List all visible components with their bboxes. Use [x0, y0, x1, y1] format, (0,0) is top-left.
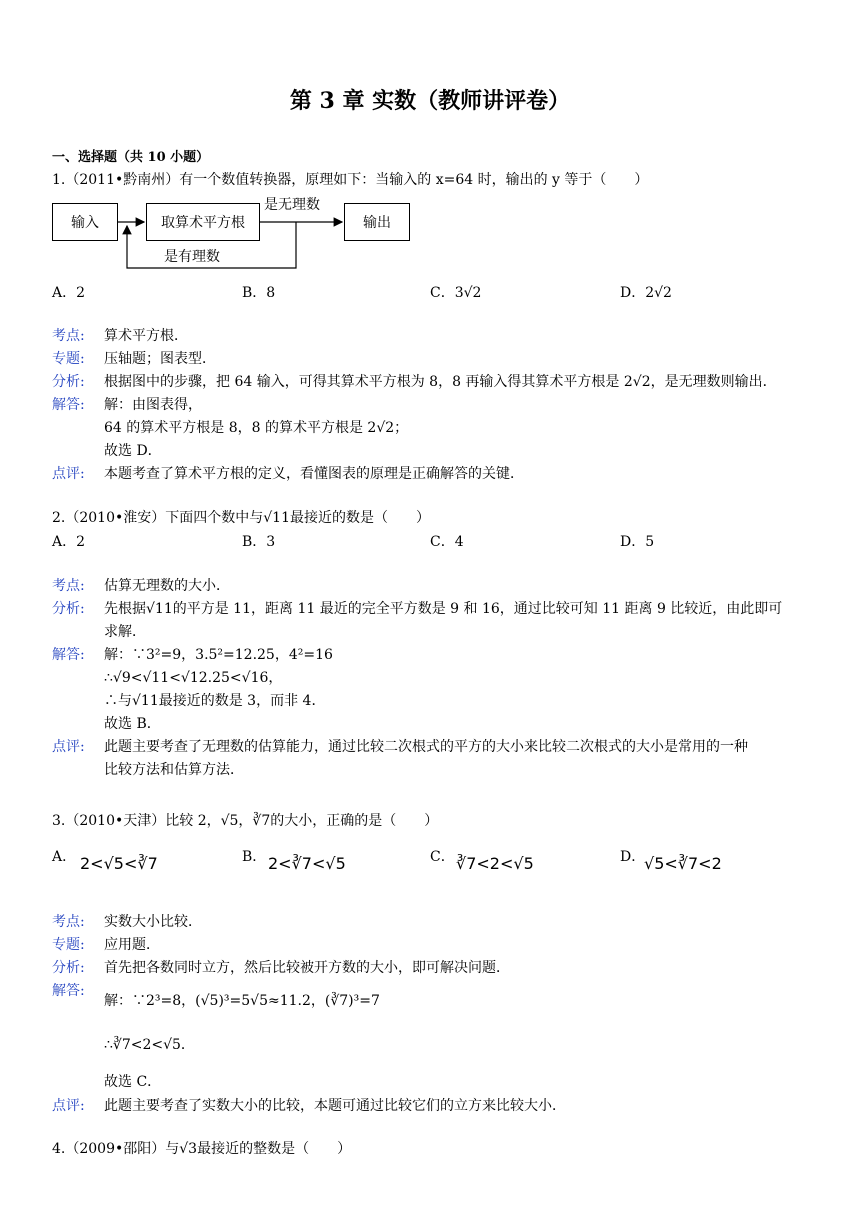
- section-heading: 一、选择题（共 10 小题）: [52, 150, 210, 165]
- q3-jieda-label: 解答:: [52, 983, 85, 999]
- q3-option-b-letter: B．: [242, 849, 267, 865]
- q3-jieda-line1: 解：∵2³=8，(√5)³=5√5≈11.2，(∛7)³=7: [104, 993, 380, 1009]
- q1-option-b: B．8: [242, 285, 276, 301]
- q3-kaodian-label: 考点:: [52, 914, 85, 930]
- q3-dianping: 此题主要考查了实数大小的比较，本题可通过比较它们的立方来比较大小．: [104, 1098, 566, 1114]
- q2-fenxi-line2: 求解．: [104, 624, 146, 640]
- q1-fenxi-label: 分析:: [52, 374, 85, 390]
- q3-option-a-letter: A．: [52, 849, 77, 865]
- q3-option-b-expr: 2<∛7<√5: [268, 854, 346, 873]
- flow-output-box: 输出: [344, 203, 410, 241]
- q2-jieda-line4: 故选 B．: [104, 716, 161, 732]
- q3-jieda-line2: ∴∛7<2<√5．: [104, 1037, 195, 1053]
- q1-option-d: D．2√2: [620, 285, 672, 301]
- q3-option-a-expr: 2<√5<∛7: [80, 854, 158, 873]
- q3-fenxi: 首先把各数同时立方，然后比较被开方数的大小，即可解决问题．: [104, 960, 510, 976]
- q1-dianping-label: 点评:: [52, 466, 85, 482]
- q2-dianping-line2: 比较方法和估算方法．: [104, 762, 244, 778]
- q2-dianping-line1: 此题主要考查了无理数的估算能力，通过比较二次根式的平方的大小来比较二次根式的大小是常用的一种: [104, 739, 748, 755]
- flow-process-box: 取算术平方根: [146, 203, 260, 241]
- flow-yes-label: 是无理数: [264, 197, 320, 213]
- q2-option-a: A．2: [52, 534, 86, 550]
- q1-dianping: 本题考查了算术平方根的定义，看懂图表的原理是正确解答的关键．: [104, 466, 524, 482]
- q3-stem: 3.（2010•天津）比较 2，√5，∛7的大小，正确的是（ ）: [52, 813, 439, 829]
- q3-option-c-expr: ∛7<2<√5: [456, 854, 534, 873]
- q1-kaodian-label: 考点:: [52, 328, 85, 344]
- q1-zhuanti-label: 专题:: [52, 351, 85, 367]
- q1-fenxi: 根据图中的步骤，把 64 输入，可得其算术平方根为 8，8 再输入得其算术平方根是 2√2，是无理数则输出．: [104, 374, 777, 390]
- q1-stem: 1.（2011•黔南州）有一个数值转换器，原理如下：当输入的 x=64 时，输出的 y 等于（ ）: [52, 172, 649, 188]
- q1-option-c: C．3√2: [430, 285, 482, 301]
- q2-dianping-label: 点评:: [52, 739, 85, 755]
- q2-jieda-label: 解答:: [52, 647, 85, 663]
- q2-option-d: D．5: [620, 534, 655, 550]
- q1-jieda-label: 解答:: [52, 397, 85, 413]
- q2-jieda-line1: 解：∵3²=9，3.5²=12.25，4²=16: [104, 647, 333, 663]
- q3-zhuanti-label: 专题:: [52, 937, 85, 953]
- q1-kaodian: 算术平方根．: [104, 328, 188, 344]
- q1-jieda-line2: 64 的算术平方根是 8，8 的算术平方根是 2√2；: [104, 420, 409, 436]
- q3-kaodian: 实数大小比较．: [104, 914, 202, 930]
- q4-stem: 4.（2009•邵阳）与√3最接近的整数是（ ）: [52, 1141, 352, 1157]
- q1-flow-diagram: [52, 196, 422, 276]
- q1-option-a: A．2: [52, 285, 86, 301]
- q2-kaodian: 估算无理数的大小．: [104, 578, 230, 594]
- flow-no-label: 是有理数: [164, 249, 220, 265]
- q3-fenxi-label: 分析:: [52, 960, 85, 976]
- q3-zhuanti: 应用题．: [104, 937, 160, 953]
- q2-jieda-line2: ∴√9<√11<√12.25<√16，: [104, 670, 283, 686]
- q2-fenxi-label: 分析:: [52, 601, 85, 617]
- q3-dianping-label: 点评:: [52, 1098, 85, 1114]
- q2-fenxi-line1: 先根据√11的平方是 11，距离 11 最近的完全平方数是 9 和 16，通过比较可知 11 距离 9 比较近，由此即可: [104, 601, 783, 617]
- q3-jieda-line3: 故选 C．: [104, 1074, 162, 1090]
- q2-jieda-line3: ∴与√11最接近的数是 3，而非 4．: [104, 693, 326, 709]
- flow-input-box: 输入: [52, 203, 118, 241]
- q2-stem: 2.（2010•淮安）下面四个数中与√11最接近的数是（ ）: [52, 510, 430, 526]
- q2-kaodian-label: 考点:: [52, 578, 85, 594]
- q1-zhuanti: 压轴题；图表型．: [104, 351, 216, 367]
- q1-jieda-line1: 解：由图表得，: [104, 397, 202, 413]
- q1-jieda-line3: 故选 D．: [104, 443, 162, 459]
- q3-option-d-letter: D．: [620, 849, 646, 865]
- q3-option-d-expr: √5<∛7<2: [644, 854, 722, 873]
- q2-option-c: C．4: [430, 534, 464, 550]
- q2-option-b: B．3: [242, 534, 276, 550]
- page-title: 第 3 章 实数（教师讲评卷）: [289, 88, 571, 114]
- q3-option-c-letter: C．: [430, 849, 455, 865]
